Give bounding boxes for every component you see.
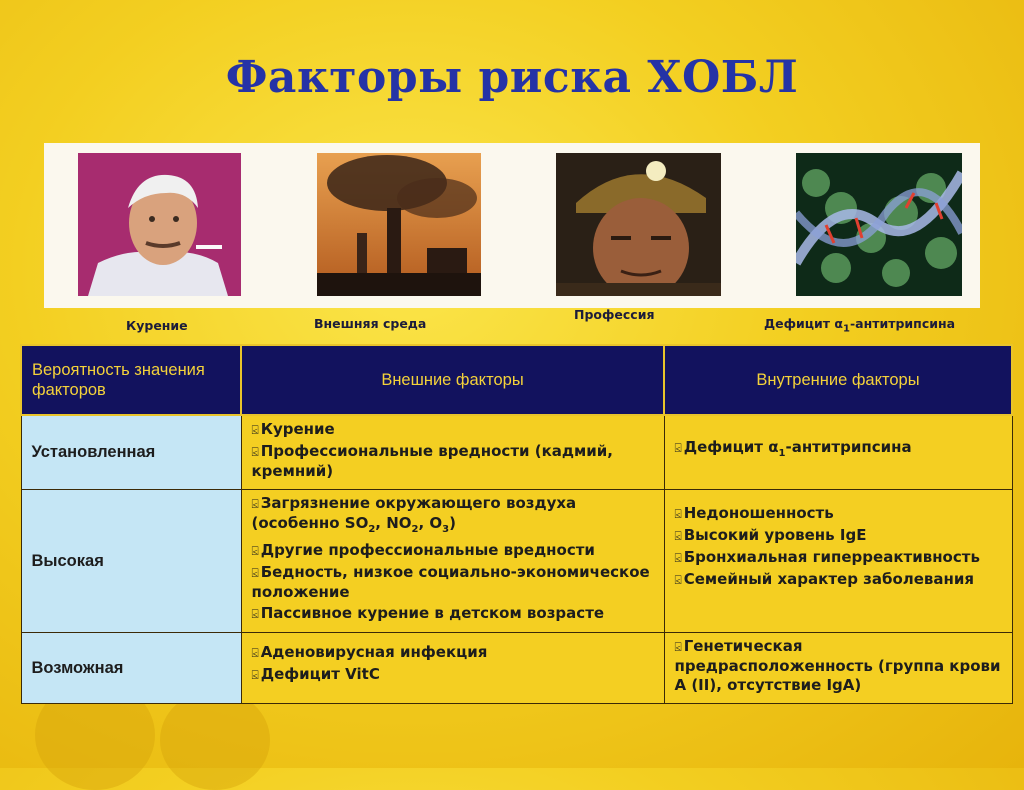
- bullet-icon: ⍃: [674, 640, 682, 654]
- subscript: 3: [442, 524, 450, 535]
- table-header-row: [21, 345, 1012, 415]
- bullet-icon: ⍃: [251, 497, 259, 511]
- caption-deficiency-prefix: Дефицит: [764, 316, 835, 331]
- smoking-man-image: [78, 153, 241, 296]
- bullet-icon: ⍃: [674, 573, 682, 587]
- list-item: [675, 504, 1006, 524]
- row-label-high: Высокая: [21, 490, 241, 633]
- list-item: [675, 438, 1006, 463]
- dna-image: [796, 153, 962, 296]
- alpha-symbol: α: [768, 438, 779, 456]
- list-item-text: Пассивное курение в детском возрасте: [260, 604, 605, 622]
- bullet-icon: ⍃: [674, 507, 682, 521]
- external-factors-cell: [241, 490, 664, 633]
- list-item-text: Высокий уровень IgE: [683, 526, 867, 544]
- list-item: [252, 643, 658, 663]
- caption-environment: Внешняя среда: [314, 316, 427, 331]
- bullet-icon: ⍃: [674, 551, 682, 565]
- smokestacks-image: [317, 153, 481, 296]
- list-item-text: Генетическая предрасположенность (группа крови А (II), отсутствие IgA): [674, 637, 1001, 694]
- bullet-icon: ⍃: [674, 529, 682, 543]
- subscript: 2: [411, 524, 419, 535]
- caption-deficiency: [764, 316, 955, 335]
- caption-deficiency-sub: 1: [843, 323, 850, 335]
- internal-factors-cell: [664, 490, 1012, 633]
- list-item: [252, 494, 658, 539]
- caption-smoking: Курение: [126, 318, 188, 333]
- bullet-icon: ⍃: [251, 607, 259, 621]
- subscript: 2: [368, 524, 376, 535]
- list-item: [675, 526, 1006, 546]
- list-item-text: Профессиональные вредности (кадмий, кремний): [251, 442, 613, 480]
- background-shape: [160, 690, 270, 790]
- bullet-icon: ⍃: [251, 544, 259, 558]
- list-item-text: Бронхиальная гиперреактивность: [683, 548, 980, 566]
- bullet-icon: ⍃: [251, 445, 259, 459]
- header-external: Внешние факторы: [241, 345, 664, 415]
- list-item-text: , NO: [375, 514, 412, 532]
- caption-deficiency-alpha: α: [834, 316, 843, 331]
- bullet-icon: ⍃: [251, 646, 259, 660]
- external-factors-cell: [241, 415, 664, 490]
- header-internal: Внутренние факторы: [664, 345, 1012, 415]
- list-item: [675, 637, 1006, 695]
- alpha-subscript: 1: [778, 448, 786, 459]
- list-item: [675, 548, 1006, 568]
- list-item: [252, 665, 658, 685]
- external-factors-cell: [241, 633, 664, 704]
- list-item: [252, 420, 658, 440]
- row-label-possible: Возможная: [21, 633, 241, 704]
- list-item-text: , O: [418, 514, 443, 532]
- internal-factors-cell: [664, 415, 1012, 490]
- list-item-text: Недоношенность: [683, 504, 834, 522]
- list-item: [252, 563, 658, 602]
- table-row-possible: [21, 633, 1012, 704]
- header-probability: Вероятность значения факторов: [21, 345, 241, 415]
- table-row-established: [21, 415, 1012, 490]
- bullet-icon: ⍃: [251, 668, 259, 682]
- list-item: [252, 442, 658, 481]
- list-item-text: Загрязнение окружающего воздуха (особенно SO: [251, 494, 577, 532]
- bullet-icon: ⍃: [251, 566, 259, 580]
- list-item-text: Аденовирусная инфекция: [260, 643, 488, 661]
- list-item-text: Семейный характер заболевания: [683, 570, 975, 588]
- list-item: [252, 604, 658, 624]
- list-item-text: -антитрипсина: [785, 438, 912, 456]
- photo-strip: [44, 143, 980, 308]
- row-label-established: Установленная: [21, 415, 241, 490]
- list-item: [675, 570, 1006, 590]
- bullet-icon: ⍃: [674, 441, 682, 455]
- list-item-text: Дефицит VitC: [260, 665, 380, 683]
- caption-profession: Профессия: [574, 307, 655, 322]
- bullet-icon: ⍃: [251, 423, 259, 437]
- list-item-text: ): [449, 514, 456, 532]
- table-row-high: [21, 490, 1012, 633]
- list-item-text: Другие профессиональные вредности: [260, 541, 595, 559]
- list-item: [252, 541, 658, 561]
- caption-deficiency-suffix: -антитрипсина: [849, 316, 956, 331]
- internal-factors-cell: [664, 633, 1012, 704]
- miner-image: [556, 153, 721, 296]
- list-item-text: Курение: [260, 420, 335, 438]
- risk-factors-table: [20, 344, 1013, 704]
- slide-title: Факторы риска ХОБЛ: [225, 52, 799, 103]
- list-item-text: Бедность, низкое социально-экономическое положение: [251, 563, 650, 601]
- list-item-text: Дефицит: [683, 438, 769, 456]
